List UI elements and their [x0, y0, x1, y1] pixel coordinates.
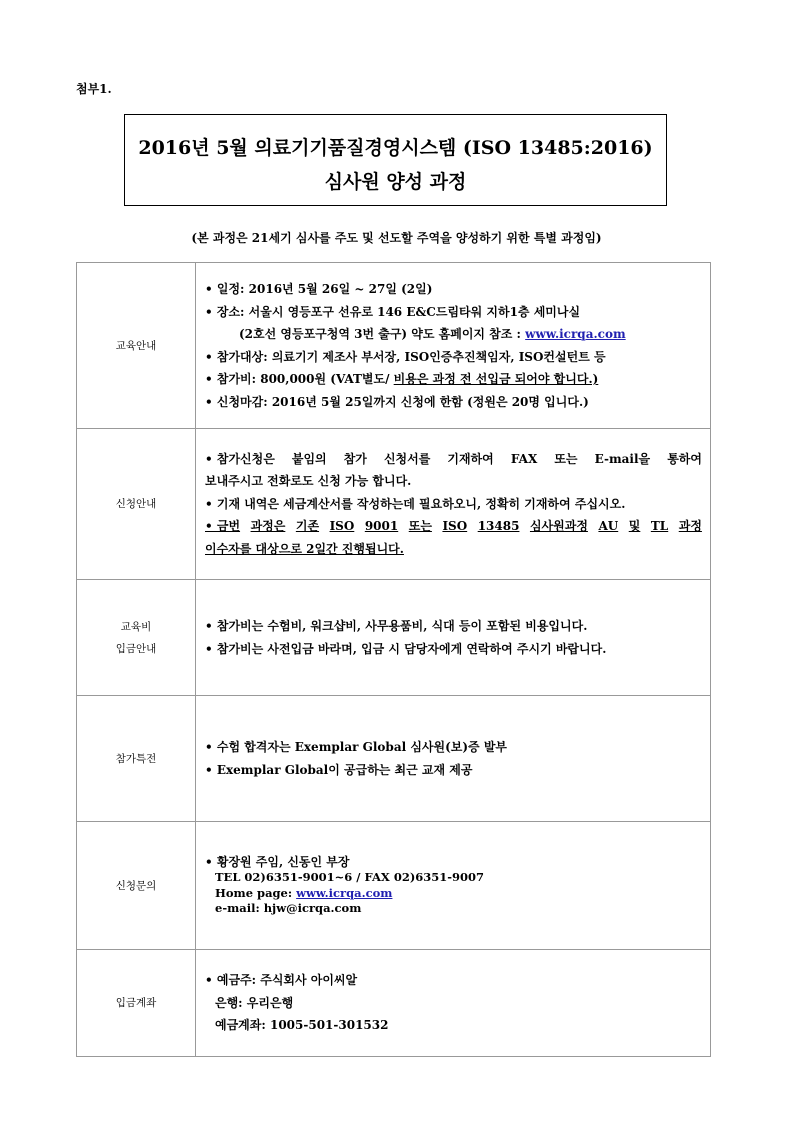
word: • 참가신청은: [205, 451, 275, 466]
contact-phone-fax: TEL 02)6351-9001~6 / FAX 02)6351-9007: [215, 870, 485, 885]
attachment-label: 첨부1.: [76, 82, 112, 96]
word: ISO: [442, 519, 468, 534]
row-label-account: 입금계좌: [77, 950, 196, 1057]
fee-includes-text: • 참가비는 수험비, 워크샵비, 사무용품비, 식대 등이 포함된 비용입니다.: [205, 619, 588, 633]
row-label-benefits: 참가특전: [77, 696, 196, 822]
word: TL: [650, 519, 669, 534]
word: ISO: [329, 519, 355, 534]
contact-homepage: [205, 886, 702, 902]
homepage-link[interactable]: www.icrqa.com: [296, 885, 393, 900]
row-content-payment: [196, 580, 711, 696]
word: 신청서를: [383, 451, 431, 466]
row-label-payment: [77, 580, 196, 696]
homepage-label: Home page:: [215, 885, 297, 900]
word: FAX: [510, 451, 538, 466]
word: 참가: [343, 451, 367, 466]
row-content-contact: [196, 822, 711, 950]
word: 또는: [554, 451, 578, 466]
payment-label-line1: 교육비: [120, 620, 152, 633]
table-row-account: [77, 950, 711, 1057]
word: AU: [598, 519, 619, 534]
deadline-text: • 신청마감: 2016년 5월 25일까지 신청에 한함 (정원은 20명 입니다.): [205, 394, 589, 409]
eligibility-line2: [205, 538, 702, 561]
account-number: 예금계좌: 1005-501-301532: [215, 1018, 389, 1033]
word: 붙임의: [291, 451, 327, 466]
word: 9001: [364, 519, 399, 534]
word: 과정: [678, 519, 702, 534]
table-row-benefits: [77, 696, 711, 822]
venue-note-text: (2호선 영등포구청역 3번 출구) 약도 홈페이지 참조 :: [239, 327, 526, 341]
row-label-contact: 신청문의: [77, 822, 196, 950]
contact-persons: • 황장원 주임, 신동인 부장: [205, 855, 350, 870]
certificate-benefit: • 수험 합격자는 Exemplar Global 심사원(보)증 발부: [205, 740, 508, 754]
table-row-application: [77, 429, 711, 580]
row-content-benefits: [196, 696, 711, 822]
row-label-application: 신청안내: [77, 429, 196, 580]
title-box: [124, 114, 667, 206]
word: • 금번: [205, 519, 241, 534]
payment-label-line2: 입금안내: [115, 642, 157, 655]
document-title: 2016년 5월 의료기기품질경영시스템 (ISO 13485:2016): [138, 137, 653, 159]
word: 심사원과정: [529, 519, 588, 534]
account-bank: 은행: 우리은행: [215, 995, 294, 1010]
word: E-mail을: [594, 451, 651, 466]
application-method-line2: 보내주시고 전화로도 신청 가능 합니다.: [205, 474, 412, 489]
fee-prepay-notice: 비용은 과정 전 선입금 되어야 합니다.): [393, 372, 599, 386]
row-content-application: [196, 429, 711, 580]
prepayment-text: • 참가비는 사전입금 바라며, 입금 시 담당자에게 연락하여 주시기 바랍니다.: [205, 641, 607, 656]
schedule-text: • 일정: 2016년 5월 26일 ~ 27일 (2일): [205, 282, 433, 296]
word: 기재하여: [447, 451, 494, 466]
course-description: (본 과정은 21세기 심사를 주도 및 선도할 주역을 양성하기 위한 특별 과정임): [191, 231, 602, 245]
word: 또는: [408, 519, 432, 534]
word: 과정은: [250, 519, 286, 534]
textbook-benefit: • Exemplar Global이 공급하는 최근 교재 제공: [205, 762, 473, 777]
info-table: [76, 262, 711, 1057]
word: 기존: [295, 519, 320, 534]
word: 13485: [477, 519, 520, 534]
row-content-account: [196, 950, 711, 1057]
fee-prefix: • 참가비: 800,000원 (VAT별도/: [205, 372, 394, 386]
target-text: • 참가대상: 의료기기 제조사 부서장, ISO인증추진책임자, ISO컨설턴트 등: [205, 349, 606, 364]
table-row-education: [77, 263, 711, 429]
row-label-education: 교육안내: [77, 263, 196, 429]
contact-email: e-mail: hjw@icrqa.com: [215, 901, 362, 916]
eligibility-line2-text: 이수자를 대상으로 2일간 진행됩니다.: [205, 541, 404, 556]
table-row-contact: [77, 822, 711, 950]
venue-homepage-link[interactable]: www.icrqa.com: [525, 327, 626, 341]
document-subtitle-title: 심사원 양성 과정: [324, 171, 467, 193]
venue-note: [205, 323, 702, 346]
venue-text: • 장소: 서울시 영등포구 선유로 146 E&C드림타워 지하1층 세미나실: [205, 304, 581, 319]
account-holder: • 예금주: 주식회사 아이씨알: [205, 973, 358, 988]
application-method-line1: [205, 448, 702, 471]
table-row-payment: [77, 580, 711, 696]
eligibility-line1: [205, 515, 702, 538]
word: 및: [628, 519, 641, 534]
fee-text: [205, 368, 702, 391]
row-content-education: [196, 263, 711, 429]
invoice-notice: • 기재 내역은 세금계산서를 작성하는데 필요하오니, 정확히 기재하여 주십시오.: [205, 496, 626, 511]
word: 통하여: [667, 451, 702, 466]
